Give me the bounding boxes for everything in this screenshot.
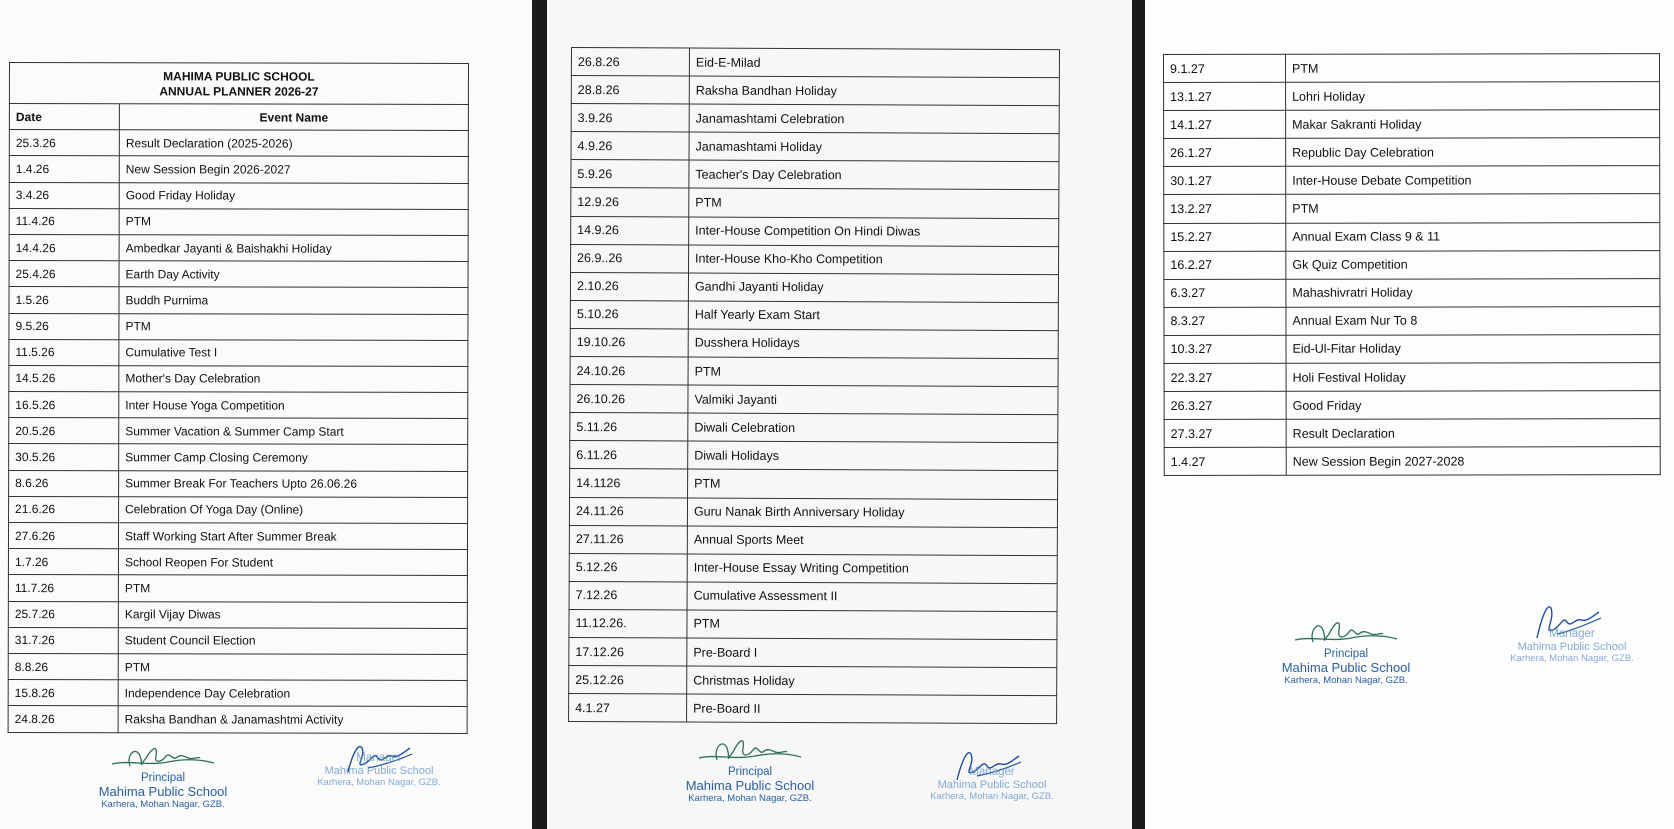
event-name-cell: Mahashivratri Holiday bbox=[1286, 278, 1660, 307]
date-cell: 5.12.26 bbox=[569, 553, 687, 582]
table-row bbox=[9, 418, 468, 445]
manager-school: Mahima Public School bbox=[1517, 641, 1627, 654]
date-cell: 19.10.26 bbox=[570, 328, 688, 357]
date-cell: 8.6.26 bbox=[9, 470, 119, 496]
table-row bbox=[1164, 138, 1660, 167]
event-name-cell: Ambedkar Jayanti & Baishakhi Holiday bbox=[119, 235, 468, 262]
date-cell: 25.4.26 bbox=[9, 261, 119, 287]
date-cell: 28.8.26 bbox=[571, 76, 689, 105]
table-row bbox=[571, 76, 1059, 106]
date-cell: 15.2.27 bbox=[1164, 223, 1286, 251]
principal-signature bbox=[695, 730, 805, 766]
event-name-cell: PTM bbox=[689, 188, 1059, 218]
date-cell: 7.12.26 bbox=[569, 581, 687, 610]
table-row bbox=[569, 637, 1057, 667]
table-row bbox=[571, 132, 1059, 162]
principal-address: Karhera, Mohan Nagar, GZB. bbox=[688, 793, 812, 805]
table-row bbox=[8, 680, 467, 707]
event-name-cell: Good Friday Holiday bbox=[119, 182, 468, 209]
table-title bbox=[9, 63, 468, 105]
event-name-cell: Result Declaration bbox=[1286, 419, 1660, 448]
date-cell: 24.8.26 bbox=[8, 706, 118, 732]
manager-stamp-block bbox=[1497, 628, 1647, 665]
event-name-cell: Holi Festival Holiday bbox=[1286, 363, 1660, 392]
table-row bbox=[1164, 54, 1660, 83]
event-name-cell: Summer Vacation & Summer Camp Start bbox=[119, 418, 468, 445]
principal-signature-block bbox=[675, 730, 825, 805]
date-cell: 26.3.27 bbox=[1164, 391, 1286, 419]
event-name-cell: Inter-House Essay Writing Competition bbox=[687, 554, 1057, 584]
table-row bbox=[569, 581, 1057, 611]
event-name-cell: PTM bbox=[688, 469, 1058, 499]
table-row bbox=[569, 497, 1057, 527]
table-row bbox=[1164, 166, 1660, 195]
table-row bbox=[1164, 222, 1660, 251]
date-cell: 16.2.27 bbox=[1164, 251, 1286, 279]
table-row bbox=[9, 130, 468, 157]
table-row bbox=[8, 575, 467, 602]
date-cell: 1.4.27 bbox=[1164, 448, 1286, 476]
date-cell: 2.10.26 bbox=[570, 272, 688, 301]
manager-school: Mahima Public School bbox=[324, 765, 434, 778]
date-cell: 13.2.27 bbox=[1164, 195, 1286, 223]
table-row bbox=[570, 272, 1058, 302]
date-cell: 27.11.26 bbox=[569, 525, 687, 554]
date-cell: 30.5.26 bbox=[9, 444, 119, 470]
date-cell: 14.1.27 bbox=[1164, 110, 1286, 138]
table-row bbox=[571, 216, 1059, 246]
event-name-cell: Buddh Purnima bbox=[119, 287, 468, 314]
table-body bbox=[8, 130, 468, 733]
table-row bbox=[9, 234, 468, 261]
event-name-cell: Celebration Of Yoga Day (Online) bbox=[119, 497, 468, 524]
planner-table-2 bbox=[568, 47, 1060, 724]
date-cell: 5.9.26 bbox=[571, 160, 689, 189]
date-cell: 27.3.27 bbox=[1164, 420, 1286, 448]
table-row bbox=[569, 525, 1057, 555]
manager-stamp-block bbox=[304, 752, 454, 789]
date-cell: 14.1126 bbox=[570, 469, 688, 498]
manager-role: Manager bbox=[1549, 628, 1595, 640]
table-row bbox=[1164, 447, 1660, 476]
date-cell: 27.6.26 bbox=[8, 523, 118, 549]
planner-page-1 bbox=[0, 0, 532, 829]
date-cell: 3.9.26 bbox=[571, 104, 689, 133]
event-name-cell: Makar Sakranti Holiday bbox=[1286, 110, 1660, 139]
table-row bbox=[9, 339, 468, 366]
date-cell: 31.7.26 bbox=[8, 627, 118, 653]
event-name-cell: Summer Break For Teachers Upto 26.06.26 bbox=[119, 470, 468, 497]
date-cell: 24.10.26 bbox=[570, 357, 688, 386]
event-name-cell: Student Council Election bbox=[118, 627, 467, 654]
date-cell: 6.3.27 bbox=[1164, 279, 1286, 307]
event-name-cell: Pre-Board II bbox=[687, 694, 1057, 724]
date-cell: 21.6.26 bbox=[9, 496, 119, 522]
date-cell: 26.8.26 bbox=[571, 48, 689, 77]
table-row bbox=[1164, 110, 1660, 139]
event-name-cell: Cumulative Assessment II bbox=[687, 582, 1057, 612]
manager-address: Karhera, Mohan Nagar, GZB. bbox=[317, 776, 441, 788]
table-row bbox=[569, 553, 1057, 583]
principal-signature bbox=[1291, 612, 1401, 648]
event-name-cell: Diwali Celebration bbox=[688, 413, 1058, 443]
table-body bbox=[569, 48, 1060, 724]
event-name-cell: New Session Begin 2026-2027 bbox=[119, 156, 468, 183]
table-row bbox=[9, 470, 468, 497]
event-name-cell: Dusshera Holidays bbox=[688, 329, 1058, 359]
table-row bbox=[9, 208, 468, 235]
event-name-cell: Mother's Day Celebration bbox=[119, 366, 468, 393]
manager-school: Mahima Public School bbox=[937, 779, 1047, 792]
principal-school: Mahima Public School bbox=[685, 778, 815, 794]
date-cell: 10.3.27 bbox=[1164, 335, 1286, 363]
planner-page-3 bbox=[1145, 0, 1674, 829]
table-row bbox=[569, 666, 1057, 696]
manager-role: Manager bbox=[969, 766, 1015, 778]
table-row bbox=[8, 706, 467, 733]
event-name-cell: PTM bbox=[687, 610, 1057, 640]
date-cell: 9.5.26 bbox=[9, 313, 119, 339]
table-row bbox=[1164, 250, 1660, 279]
date-cell: 17.12.26 bbox=[569, 637, 687, 666]
table-row bbox=[9, 287, 468, 314]
table-row bbox=[570, 357, 1058, 387]
event-name-cell: Annual Exam Nur To 8 bbox=[1286, 306, 1660, 335]
event-name-cell: Valmiki Jayanti bbox=[688, 385, 1058, 415]
event-name-cell: Staff Working Start After Summer Break bbox=[118, 523, 467, 550]
table-row bbox=[1164, 363, 1660, 392]
manager-address: Karhera, Mohan Nagar, GZB. bbox=[930, 790, 1054, 802]
column-header-event: Event Name bbox=[119, 104, 468, 131]
column-header-date: Date bbox=[9, 104, 119, 130]
event-name-cell: Raksha Bandhan Holiday bbox=[689, 76, 1059, 106]
event-name-cell: PTM bbox=[119, 313, 468, 340]
manager-address: Karhera, Mohan Nagar, GZB. bbox=[1510, 652, 1634, 664]
principal-signature-block bbox=[1271, 612, 1421, 687]
manager-role: Manager bbox=[356, 752, 402, 764]
date-cell: 14.4.26 bbox=[9, 234, 119, 260]
table-row bbox=[571, 48, 1059, 78]
table-row bbox=[569, 694, 1057, 724]
date-cell: 26.10.26 bbox=[570, 385, 688, 414]
principal-address: Karhera, Mohan Nagar, GZB. bbox=[101, 799, 225, 811]
event-name-cell: Good Friday bbox=[1286, 391, 1660, 420]
event-name-cell: Independence Day Celebration bbox=[118, 680, 467, 707]
date-cell: 8.3.27 bbox=[1164, 307, 1286, 335]
event-name-cell: Raksha Bandhan & Janamashtmi Activity bbox=[118, 706, 467, 733]
table-row bbox=[1164, 82, 1660, 111]
planner-table-3 bbox=[1163, 53, 1661, 476]
date-cell: 25.3.26 bbox=[9, 130, 119, 156]
event-name-cell: PTM bbox=[1286, 54, 1660, 83]
event-name-cell: Guru Nanak Birth Anniversary Holiday bbox=[687, 498, 1057, 528]
event-name-cell: Diwali Holidays bbox=[688, 441, 1058, 471]
principal-role: Principal bbox=[1323, 648, 1369, 660]
table-row bbox=[9, 365, 468, 392]
event-name-cell: Inter-House Competition On Hindi Diwas bbox=[689, 217, 1059, 247]
table-row bbox=[1164, 419, 1660, 448]
date-cell: 25.7.26 bbox=[8, 601, 118, 627]
event-name-cell: Janamashtami Holiday bbox=[689, 132, 1059, 162]
date-cell: 26.9..26 bbox=[571, 244, 689, 273]
planner-title: ANNUAL PLANNER 2026-27 bbox=[159, 84, 319, 99]
event-name-cell: New Session Begin 2027-2028 bbox=[1286, 447, 1660, 476]
principal-role: Principal bbox=[727, 766, 773, 778]
date-cell: 14.9.26 bbox=[571, 216, 689, 245]
school-name: MAHIMA PUBLIC SCHOOL bbox=[163, 69, 315, 84]
table-row bbox=[569, 609, 1057, 639]
date-cell: 5.10.26 bbox=[570, 300, 688, 329]
table-row bbox=[9, 261, 468, 288]
date-cell: 16.5.26 bbox=[9, 392, 119, 418]
table-row bbox=[570, 328, 1058, 358]
principal-school: Mahima Public School bbox=[98, 784, 228, 800]
table-row bbox=[9, 444, 468, 471]
table-row bbox=[571, 244, 1059, 274]
table-row bbox=[9, 182, 468, 209]
event-name-cell: School Reopen For Student bbox=[118, 549, 467, 576]
table-row bbox=[8, 523, 467, 550]
manager-stamp-block bbox=[917, 766, 1067, 803]
event-name-cell: PTM bbox=[118, 575, 467, 602]
table-row bbox=[9, 496, 468, 523]
event-name-cell: Cumulative Test I bbox=[119, 339, 468, 366]
date-cell: 11.4.26 bbox=[9, 208, 119, 234]
date-cell: 15.8.26 bbox=[8, 680, 118, 706]
date-cell: 30.1.27 bbox=[1164, 167, 1286, 195]
planner-page-2 bbox=[547, 0, 1132, 829]
principal-role: Principal bbox=[140, 772, 186, 784]
event-name-cell: Annual Sports Meet bbox=[687, 526, 1057, 556]
table-row bbox=[570, 441, 1058, 471]
date-cell: 12.9.26 bbox=[571, 188, 689, 217]
table-row bbox=[9, 392, 468, 419]
table-row bbox=[571, 188, 1059, 218]
date-cell: 20.5.26 bbox=[9, 418, 119, 444]
date-cell: 26.1.27 bbox=[1164, 139, 1286, 167]
table-row bbox=[570, 469, 1058, 499]
table-row bbox=[8, 549, 467, 576]
table-body bbox=[1164, 54, 1661, 476]
table-row bbox=[570, 413, 1058, 443]
principal-school: Mahima Public School bbox=[1281, 660, 1411, 676]
event-name-cell: Annual Exam Class 9 & 11 bbox=[1286, 222, 1660, 251]
event-name-cell: Half Yearly Exam Start bbox=[688, 301, 1058, 331]
table-row bbox=[570, 300, 1058, 330]
date-cell: 1.4.26 bbox=[9, 156, 119, 182]
planner-table-1 bbox=[8, 62, 469, 733]
event-name-cell: Eid-Ul-Fitar Holiday bbox=[1286, 335, 1660, 364]
event-name-cell: Gandhi Jayanti Holiday bbox=[688, 273, 1058, 303]
table-row bbox=[1164, 278, 1660, 307]
event-name-cell: Kargil Vijay Diwas bbox=[118, 601, 467, 628]
event-name-cell: Republic Day Celebration bbox=[1286, 138, 1660, 167]
date-cell: 6.11.26 bbox=[570, 441, 688, 470]
date-cell: 9.1.27 bbox=[1164, 54, 1286, 82]
table-row bbox=[8, 601, 467, 628]
event-name-cell: PTM bbox=[118, 654, 467, 681]
table-row bbox=[9, 313, 468, 340]
event-name-cell: PTM bbox=[119, 208, 468, 235]
event-name-cell: Janamashtami Celebration bbox=[689, 104, 1059, 134]
table-row bbox=[8, 627, 467, 654]
event-name-cell: Inter-House Debate Competition bbox=[1286, 166, 1660, 195]
date-cell: 11.5.26 bbox=[9, 339, 119, 365]
table-row bbox=[1164, 306, 1660, 335]
date-cell: 1.5.26 bbox=[9, 287, 119, 313]
principal-signature-block bbox=[88, 738, 238, 811]
event-name-cell: Pre-Board I bbox=[687, 638, 1057, 668]
event-name-cell: Inter-House Kho-Kho Competition bbox=[689, 245, 1059, 275]
event-name-cell: Lohri Holiday bbox=[1286, 82, 1660, 111]
event-name-cell: Earth Day Activity bbox=[119, 261, 468, 288]
date-cell: 11.12.26. bbox=[569, 609, 687, 638]
event-name-cell: Teacher's Day Celebration bbox=[689, 160, 1059, 190]
table-row bbox=[571, 160, 1059, 190]
principal-address: Karhera, Mohan Nagar, GZB. bbox=[1284, 675, 1408, 687]
date-cell: 24.11.26 bbox=[569, 497, 687, 526]
event-name-cell: Summer Camp Closing Ceremony bbox=[119, 444, 468, 471]
date-cell: 4.1.27 bbox=[569, 694, 687, 723]
event-name-cell: Inter House Yoga Competition bbox=[119, 392, 468, 419]
table-row bbox=[571, 104, 1059, 134]
event-name-cell: Eid-E-Milad bbox=[689, 48, 1059, 78]
event-name-cell: Gk Quiz Competition bbox=[1286, 250, 1660, 279]
date-cell: 3.4.26 bbox=[9, 182, 119, 208]
table-row bbox=[1164, 194, 1660, 223]
event-name-cell: PTM bbox=[1286, 194, 1660, 223]
date-cell: 22.3.27 bbox=[1164, 363, 1286, 391]
principal-signature bbox=[108, 738, 218, 772]
date-cell: 25.12.26 bbox=[569, 666, 687, 695]
date-cell: 13.1.27 bbox=[1164, 82, 1286, 110]
event-name-cell: Result Declaration (2025-2026) bbox=[119, 130, 468, 157]
table-row bbox=[1164, 335, 1660, 364]
table-row bbox=[1164, 391, 1660, 420]
date-cell: 8.8.26 bbox=[8, 653, 118, 679]
date-cell: 1.7.26 bbox=[8, 549, 118, 575]
table-row bbox=[8, 653, 467, 680]
date-cell: 5.11.26 bbox=[570, 413, 688, 442]
date-cell: 11.7.26 bbox=[8, 575, 118, 601]
table-row bbox=[570, 385, 1058, 415]
date-cell: 14.5.26 bbox=[9, 365, 119, 391]
table-row bbox=[9, 156, 468, 183]
event-name-cell: PTM bbox=[688, 357, 1058, 387]
date-cell: 4.9.26 bbox=[571, 132, 689, 161]
event-name-cell: Christmas Holiday bbox=[687, 666, 1057, 696]
